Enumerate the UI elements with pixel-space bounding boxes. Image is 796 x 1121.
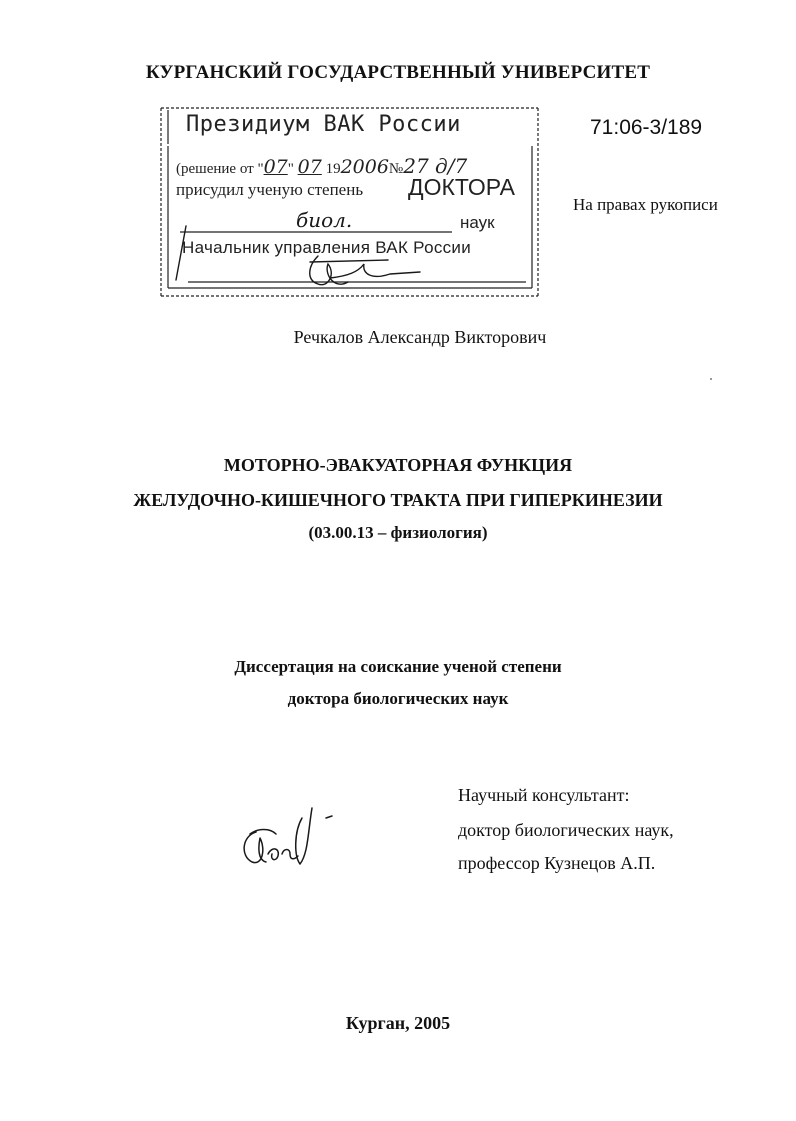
consultant-label: Научный консультант:: [458, 785, 630, 805]
stamp-signature-icon: [158, 104, 542, 300]
consultant-name: профессор Кузнецов А.П.: [458, 853, 656, 873]
manuscript-note: На правах рукописи: [573, 195, 718, 214]
stamp-field-handwritten: биол.: [296, 208, 353, 232]
decision-year-prefix: 19: [325, 161, 341, 177]
decision-number: 27 д/7: [403, 154, 468, 178]
author-signature-icon: [236, 798, 346, 878]
decision-month: 07: [297, 156, 322, 178]
university-name: КУРГАНСКИЙ ГОСУДАРСТВЕННЫЙ УНИВЕРСИТЕТ: [145, 62, 651, 83]
thesis-purpose-line-1: Диссертация на соискание ученой степени: [234, 657, 562, 676]
stamp-decision-line: (решение от "07" 07 192006№27 д/7: [176, 154, 468, 178]
stamp-head-title: Начальник управления ВАК России: [182, 238, 472, 257]
consultant-degree: доктор биологических наук,: [458, 820, 674, 840]
author-name: Речкалов Александр Викторович: [293, 327, 547, 347]
scan-speck: [710, 378, 712, 380]
decision-prefix: (решение от: [176, 161, 254, 177]
decision-day: 07: [263, 156, 288, 178]
thesis-title-line-2: ЖЕЛУДОЧНО-КИШЕЧНОГО ТРАКТА ПРИ ГИПЕРКИНЕЗИИ: [133, 490, 663, 510]
thesis-title-line-1: МОТОРНО-ЭВАКУАТОРНАЯ ФУНКЦИЯ: [223, 455, 573, 475]
stamp-awarded-text: присудил ученую степень: [176, 180, 364, 199]
thesis-specialty: (03.00.13 – физиология): [308, 523, 488, 542]
city-year: Курган, 2005: [345, 1013, 451, 1033]
stamp-title: Президиум ВАК России: [186, 112, 461, 137]
document-code: 71:06-3/189: [590, 116, 703, 139]
stamp-field-suffix: наук: [460, 213, 495, 232]
decision-number-sign: №: [388, 161, 404, 177]
vak-approval-stamp: [158, 104, 542, 300]
stamp-degree: ДОКТОРА: [408, 174, 515, 200]
thesis-purpose-line-2: доктора биологических наук: [287, 689, 509, 708]
decision-year: 2006: [340, 156, 389, 178]
